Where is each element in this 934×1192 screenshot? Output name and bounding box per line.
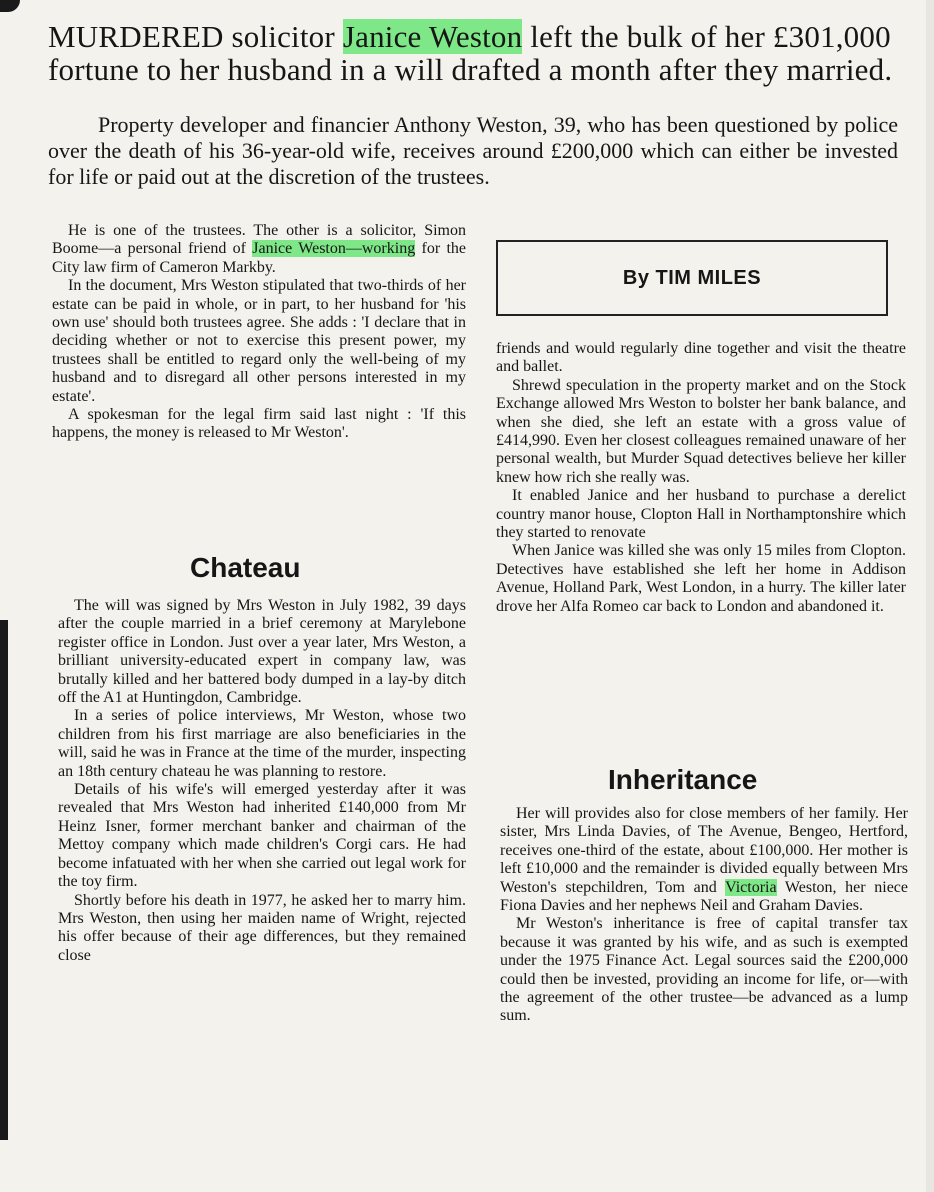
column-right-bottom [500,805,908,1026]
paragraph: Mr Weston's inheritance is free of capital transfer tax because it was granted by his wife, and as such is exempted under the 1975 Finance Act. Legal sources said the £200,000 could then be invested, providing an income for life, or—with the agreement of the other trustee—be advanced as a lump sum. [500,915,908,1025]
subhead-chateau: Chateau [190,552,301,583]
paragraph: friends and would regularly dine together and visit the theatre and ballet. [496,340,906,376]
paragraph: The will was signed by Mrs Weston in July 1982, 39 days after the couple married in a brief ceremony at Marylebone register office in London. Just over a year later, Mrs Weston, a brilliant university-educated expert in company law, was brutally killed and her battered body dumped in a lay-by ditch off the A1 at Huntingdon, Cambridge. [58,597,466,707]
paragraph: A spokesman for the legal firm said last night : 'If this happens, the money is released to Mr Weston'. [52,406,466,442]
standfirst [48,112,898,190]
column-left-bottom [58,597,466,965]
column-left-top [52,222,466,443]
paragraph: Shrewd speculation in the property market and on the Stock Exchange allowed Mrs Weston to bolster her bank balance, and when she died, she left an estate with a gross value of £414,990. Even her closest colleagues remained unaware of her personal wealth, but Murder Squad detectives believe her killer knew how rich she really was. [496,376,906,486]
column-right-top [496,340,906,616]
headline: MURDERED solicitor Janice Weston left the bulk of her £301,000 fortune to her husband in a will drafted a month after they married. [48,19,893,87]
page-edge-mark [0,0,20,12]
subhead-inheritance: Inheritance [608,764,758,795]
highlight-janice-weston-working: Janice Weston—working [252,240,416,258]
page-margin [926,0,934,1192]
standfirst-paragraph: Property developer and financier Anthony Weston, 39, who has been questioned by police over the death of his 36-year-old wife, receives around £200,000 which can either be invested for life or paid out at the discretion of the trustees. [48,112,898,189]
paragraph: It enabled Janice and her husband to purchase a derelict country manor house, Clopton Hall in Northamptonshire which they started to renovate [496,487,906,542]
highlight-janice-weston: Janice Weston [342,19,523,54]
byline-box [496,240,888,316]
paragraph: Her will provides also for close members of her family. Her sister, Mrs Linda Davies, of The Avenue, Bengeo, Hertford, receives one-third of the estate, about £100,000. Her mother is left £10,000 and the remainder is divided equally between Mrs Weston's stepchildren, Tom and Victoria Weston, her niece Fiona Davies and her nephews Neil and Graham Davies. [500,805,908,915]
highlight-victoria: Victoria [725,878,777,896]
paragraph: Shortly before his death in 1977, he asked her to marry him. Mrs Weston, then using her maiden name of Wright, rejected his offer because of their age differences, but they remained close [58,891,466,964]
byline: By TIM MILES [622,266,762,289]
paragraph: Details of his wife's will emerged yesterday after it was revealed that Mrs Weston had inherited £140,000 from Mr Heinz Isner, former merchant banker and chairman of the Mettoy company which made children's Corgi cars. He had become infatuated with her when she carried out legal work for the toy firm. [58,781,466,891]
paragraph: When Janice was killed she was only 15 miles from Clopton. Detectives have established she left her home in Addison Avenue, Holland Park, West London, in a hurry. The killer later drove her Alfa Romeo car back to London and abandoned it. [496,542,906,615]
page-edge-shadow [0,620,8,1140]
paragraph: In the document, Mrs Weston stipulated that two-thirds of her estate can be paid in whole, or in part, to her husband for 'his own use' should both trustees agree. She adds : 'I declare that in deciding whether or not to exercise this present power, my trustees shall be entitled to regard only the well-being of my husband and to disregard all other persons interested in my estate'. [52,277,466,405]
paragraph: In a series of police interviews, Mr Weston, whose two children from his first marriage are also beneficiaries in the will, said he was in France at the time of the murder, inspecting an 18th century chateau he was planning to restore. [58,707,466,780]
paragraph: He is one of the trustees. The other is a solicitor, Simon Boome—a personal friend of Janice Weston—working for the City law firm of Cameron Markby. [52,222,467,276]
